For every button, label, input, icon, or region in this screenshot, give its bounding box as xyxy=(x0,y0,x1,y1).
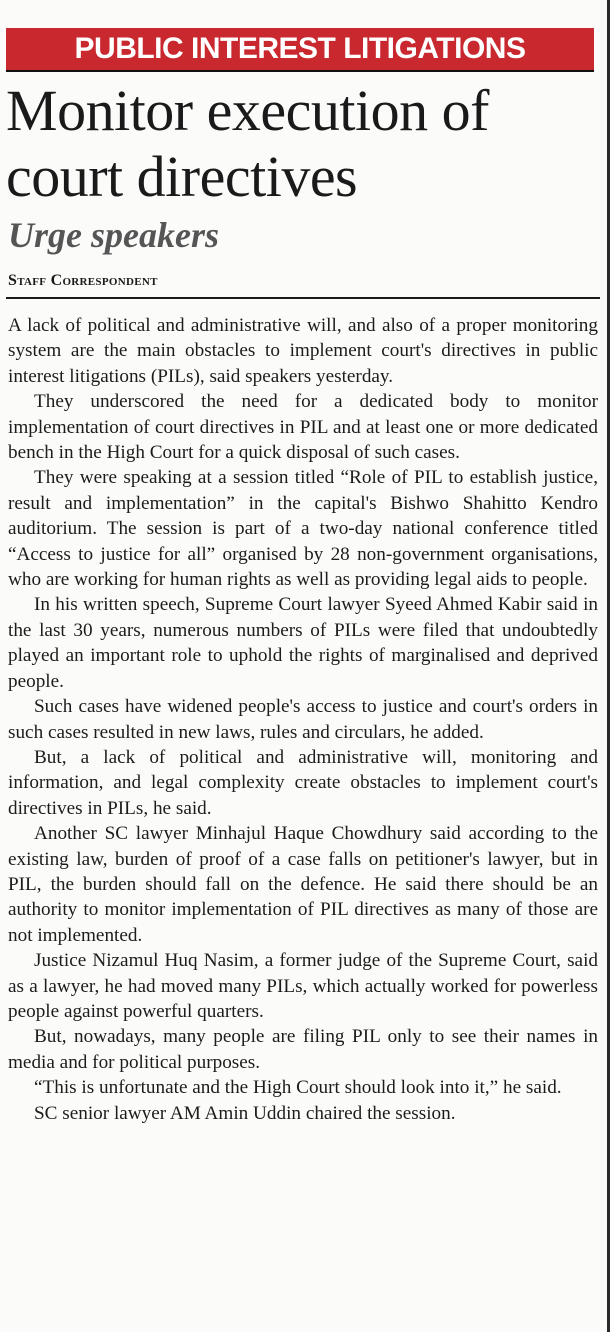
article-paragraph: SC senior lawyer AM Amin Uddin chaired the session. xyxy=(34,1102,456,1124)
article-paragraph: They underscored the need for a dedicated body to monitor implementation of court directives in PIL and at least one or more dedicated bench in the High Court for a quick disposal of such cases. xyxy=(8,391,598,464)
article-paragraph: Another SC lawyer Minhajul Haque Chowdhury said according to the existing law, burden of proof of a case falls on petitioner's lawyer, but in PIL, the burden should fall on the defence. He said there should be an authority to monitor implementation of PIL directives as many of those are not implemented. xyxy=(8,823,598,946)
article-paragraph: They were speaking at a session titled “Role of PIL to establish justice, result and implementation” in the capital's Bishwo Shahitto Kendro auditorium. The session is part of a two-day national conference titled “Access to justice for all” organised by 28 non-government organisations, who are working for human rights as well as providing legal aids to people. xyxy=(8,467,598,591)
article-paragraph: In his written speech, Supreme Court lawyer Syeed Ahmed Kabir said in the last 30 years, numerous numbers of PILs were filed that undoubtedly played an important role to uphold the rights of marginalised and deprived people. xyxy=(8,594,598,692)
section-banner xyxy=(6,28,594,72)
headline: Monitor execution of court directives xyxy=(6,78,489,209)
article-paragraph: Justice Nizamul Huq Nasim, a former judge of the Supreme Court, said as a lawyer, he had moved many PILs, which actually worked for powerless people against powerful quarters. xyxy=(8,950,598,1022)
article-paragraph: A lack of political and administrative will, and also of a proper monitoring system are the main obstacles to implement court's directives in public interest litigations (PILs), said speakers yesterday. xyxy=(8,315,598,387)
byline-divider xyxy=(6,297,600,299)
subheadline: Urge speakers xyxy=(8,215,219,255)
article-paragraph: Such cases have widened people's access to justice and court's orders in such cases resulted in new laws, rules and circulars, he added. xyxy=(8,696,598,743)
section-label: PUBLIC INTEREST LITIGATIONS xyxy=(74,32,526,65)
article-paragraph: But, a lack of political and administrative will, monitoring and information, and legal complexity create obstacles to implement court's directives in PILs, he said. xyxy=(8,746,598,819)
article-paragraph: But, nowadays, many people are filing PIL only to see their names in media and for political purposes. xyxy=(8,1026,598,1073)
article-body xyxy=(8,313,598,1126)
byline: Staff Correspondent xyxy=(8,272,158,289)
article-paragraph: “This is unfortunate and the High Court should look into it,” he said. xyxy=(34,1077,562,1099)
